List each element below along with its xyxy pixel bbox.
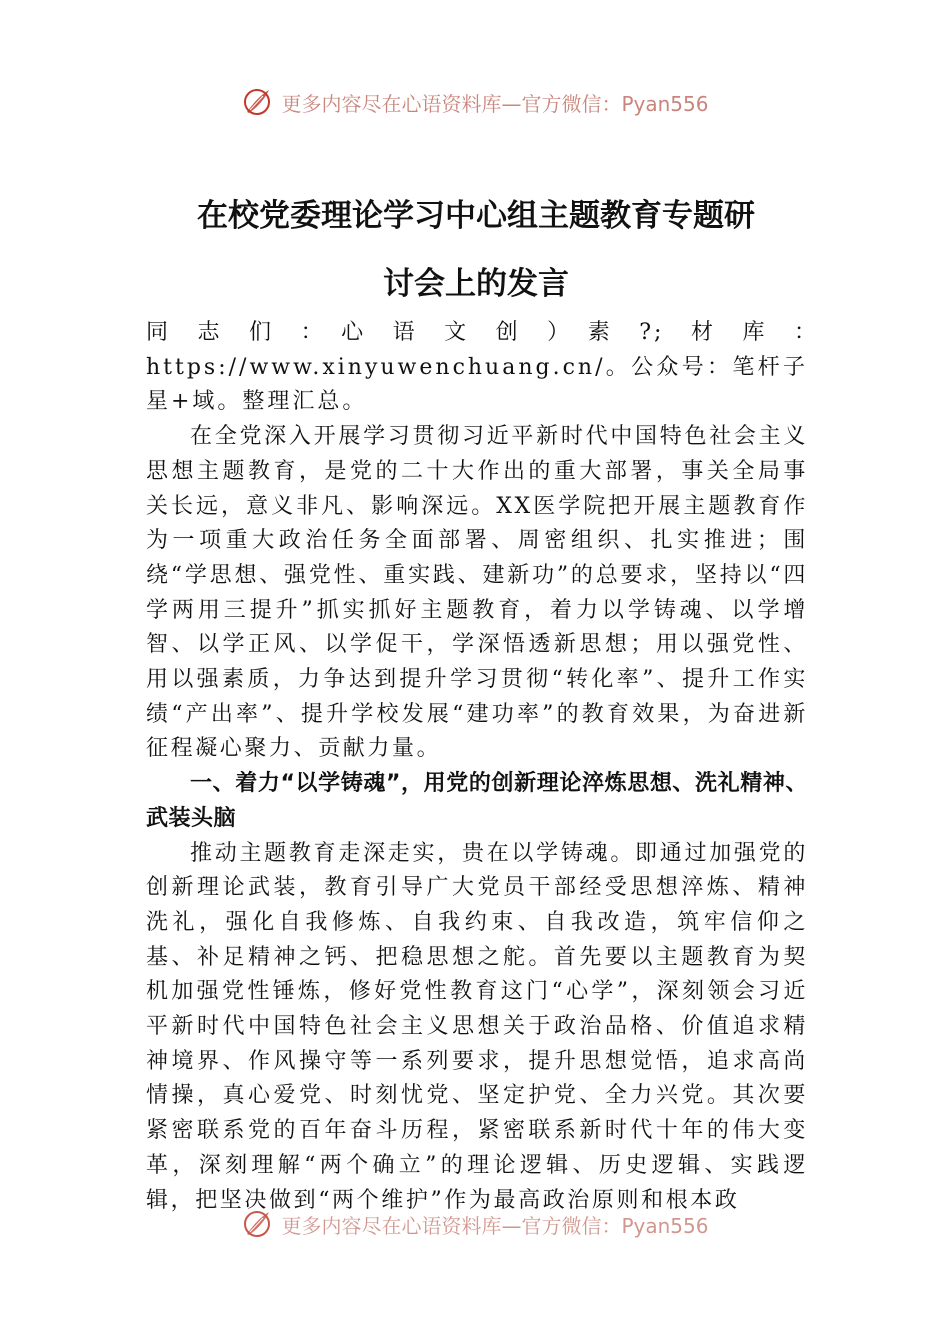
watermark-text: 更多内容尽在心语资料库—官方微信：Pyan556 [281, 91, 709, 116]
document-title-line-1: 在校党委理论学习中心组主题教育专题研 [197, 198, 755, 234]
quill-logo-icon [241, 1208, 273, 1240]
watermark-footer [0, 1208, 950, 1240]
paragraph-intro: 在全党深入开展学习贯彻习近平新时代中国特色社会主义思想主题教育，是党的二十大作出的重大部署，事关全局事关长远，意义非凡、影响深远。XX医学院把开展主题教育作为一项重大政治任务全面部署、周密组织、扎实推进；围绕“学思想、强党性、重实践、建新功”的总要求，坚持以“四学两用三提升”抓实抓好主题教育，着力以学铸魂、以学增智、以学正风、以学促干，学深悟透新思想；用以强党性、用以强素质，力争达到提升学习贯彻“转化率”、提升工作实绩“产出率”、提升学校发展“建功率”的教育效果，为奋进新征程凝心聚力、贡献力量。 [146, 424, 808, 762]
section-heading-1: 一、着力“以学铸魂”，用党的创新理论淬炼思想、洗礼精神、武装头脑 [146, 771, 808, 831]
watermark-text: 更多内容尽在心语资料库—官方微信：Pyan556 [281, 1213, 709, 1238]
document-title-line-2: 讨会上的发言 [383, 266, 569, 302]
paragraph-section-1: 推动主题教育走深走实，贵在以学铸魂。即通过加强党的创新理论武装，教育引导广大党员干部经受思想淬炼、精神洗礼，强化自我修炼、自我约束、自我改造，筑牢信仰之基、补足精神之钙、把稳思想之舵。首先要以主题教育为契机加强党性锤炼，修好党性教育这门“心学”，深刻领会习近平新时代中国特色社会主义思想关于政治品格、价值追求精神境界、作风操守等一系列要求，提升思想觉悟，追求高尚情操，真心爱党、时刻忧党、坚定护党、全力兴党。其次要紧密联系党的百年奋斗历程，紧密联系新时代十年的伟大变革，深刻理解“两个确立”的理论逻辑、历史逻辑、实践逻辑，把坚决做到“两个维护”作为最高政治原则和根本政 [146, 840, 808, 1213]
salutation-paragraph: 同 志 们 ： 心 语 文 创 ） 素 ?; 材 库 ： https://www.xinyuwenchuang.cn/。公众号：笔杆子星+域。整理汇总。 [146, 320, 834, 415]
watermark-header [0, 86, 950, 118]
quill-logo-icon [241, 86, 273, 118]
document-body [146, 316, 834, 1218]
